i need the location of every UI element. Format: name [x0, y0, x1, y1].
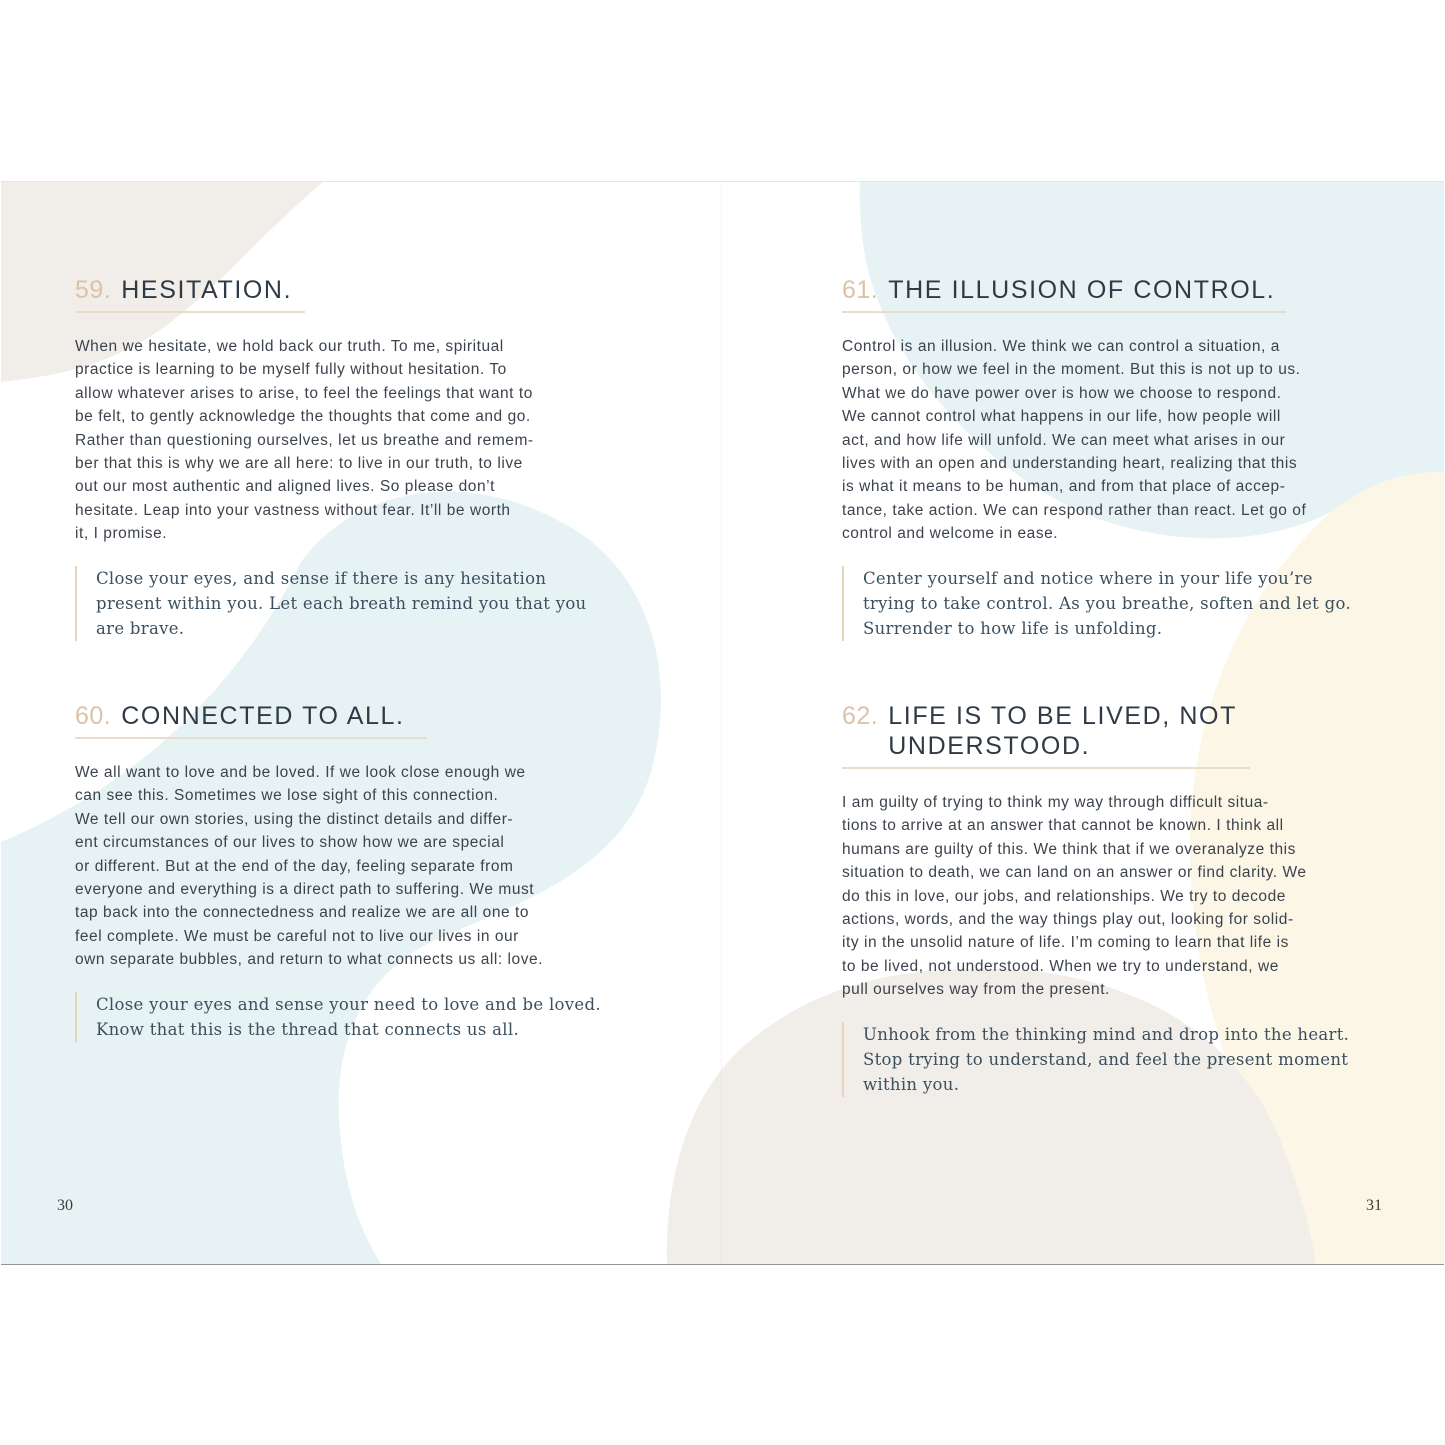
section-title: [121, 275, 292, 305]
body-line: situation to death, we can land on an answer or find clarity. We: [842, 864, 1307, 882]
body-line: person, or how we feel in the moment. But this is not up to us.: [842, 361, 1301, 379]
section-body: [75, 761, 615, 972]
page-number-right: 31: [1366, 1197, 1382, 1214]
section-heading: [75, 701, 427, 735]
quote-line: Center yourself and notice where in your life you’re: [863, 568, 1313, 588]
quote-line: present within you. Let each breath remind you that you: [96, 593, 587, 613]
body-line: pull ourselves way from the present.: [842, 981, 1110, 999]
body-line: When we hesitate, we hold back our truth. To me, spiritual: [75, 338, 504, 355]
body-line: Control is an illusion. We think we can control a situation, a: [842, 338, 1280, 355]
body-line: own separate bubbles, and return to what connects us all: love.: [75, 951, 544, 969]
body-line: ity in the unsolid nature of life. I’m coming to learn that life is: [842, 934, 1289, 952]
quote-line: Close your eyes and sense your need to love and be loved.: [96, 994, 601, 1014]
body-line: everyone and everything is a direct path to suffering. We must: [75, 881, 535, 899]
body-line: Rather than questioning ourselves, let us breathe and remem-: [75, 431, 534, 449]
body-line: I am guilty of trying to think my way through difficult situa-: [842, 794, 1269, 811]
title-line: HESITATION.: [121, 276, 293, 304]
body-line: tap back into the connectedness and realize we are all one to: [75, 904, 530, 922]
body-line: can see this. Sometimes we lose sight of this connection.: [75, 787, 499, 805]
body-line: be felt, to gently acknowledge the thoughts that come and go.: [75, 408, 531, 426]
section-body: [842, 335, 1382, 546]
body-line: practice is learning to be myself fully without hesitation. To: [75, 361, 507, 379]
heading-underline: [75, 737, 427, 739]
page-number-left: 30: [57, 1197, 73, 1214]
section-meditation-quote: [75, 566, 615, 641]
quote-line: trying to take control. As you breathe, soften and let go.: [863, 593, 1351, 613]
body-line: out our most authentic and aligned lives. So please don’t: [75, 478, 495, 496]
section-title: [888, 275, 1275, 305]
body-line: hesitate. Leap into your vastness without fear. It’ll be worth: [75, 501, 511, 519]
section-number: 60.: [75, 702, 112, 730]
heading-block: [842, 275, 1286, 313]
section-number: 62.: [842, 702, 879, 730]
body-line: lives with an open and understanding heart, realizing that this: [842, 455, 1298, 473]
section-body: [842, 791, 1402, 1002]
heading-underline: [842, 311, 1286, 313]
body-line: control and welcome in ease.: [842, 525, 1059, 543]
quote-line: Know that this is the thread that connects us all.: [96, 1019, 520, 1039]
section-number: 59.: [75, 276, 112, 304]
body-line: ber that this is why we are all here: to live in our truth, to live: [75, 455, 523, 473]
section-meditation-quote: [842, 566, 1382, 641]
body-line: to be lived, not understood. When we try to understand, we: [842, 957, 1279, 975]
body-line: do this in love, our jobs, and relationships. We try to decode: [842, 887, 1286, 905]
section-heading: [842, 701, 1250, 765]
body-line: actions, words, and the way things play out, looking for solid-: [842, 911, 1294, 929]
section-62: [842, 701, 1402, 1097]
title-line: CONNECTED TO ALL.: [121, 702, 405, 730]
section-60: [75, 701, 615, 1042]
heading-block: [75, 275, 305, 313]
quote-line: Surrender to how life is unfolding.: [863, 618, 1163, 638]
body-line: is what it means to be human, and from that place of accep-: [842, 478, 1286, 496]
heading-block: [75, 701, 427, 739]
quote-line: Unhook from the thinking mind and drop into the heart.: [863, 1024, 1350, 1044]
section-59: [75, 275, 615, 641]
section-title: [888, 701, 1237, 761]
body-line: We cannot control what happens in our life, how people will: [842, 408, 1281, 426]
body-line: feel complete. We must be careful not to live our lives in our: [75, 927, 519, 945]
quote-line: within you.: [863, 1074, 960, 1094]
section-61: [842, 275, 1382, 641]
body-line: What we do have power over is how we choose to respond.: [842, 384, 1282, 402]
body-line: it, I promise.: [75, 525, 168, 543]
body-line: tance, take action. We can respond rather than react. Let go of: [842, 501, 1307, 519]
body-line: or different. But at the end of the day, feeling separate from: [75, 857, 514, 875]
body-line: act, and how life will unfold. We can meet what arises in our: [842, 431, 1286, 449]
quote-line: Stop trying to understand, and feel the present moment: [863, 1049, 1349, 1069]
gutter: [721, 182, 722, 1264]
title-line: LIFE IS TO BE LIVED, NOT: [888, 702, 1237, 730]
section-body: [75, 335, 615, 546]
title-line: UNDERSTOOD.: [888, 732, 1091, 760]
section-number: 61.: [842, 276, 879, 304]
section-heading: [75, 275, 305, 309]
heading-underline: [842, 767, 1250, 769]
title-line: THE ILLUSION OF CONTROL.: [888, 276, 1276, 304]
section-meditation-quote: [75, 992, 615, 1042]
body-line: ent circumstances of our lives to show how we are special: [75, 834, 505, 852]
body-line: allow whatever arises to arise, to feel the feelings that want to: [75, 384, 533, 402]
section-title: [121, 701, 404, 731]
heading-underline: [75, 311, 305, 313]
body-line: We all want to love and be loved. If we look close enough we: [75, 764, 526, 781]
section-meditation-quote: [842, 1022, 1402, 1097]
body-line: humans are guilty of this. We think that if we overanalyze this: [842, 840, 1296, 858]
body-line: tions to arrive at an answer that cannot be known. I think all: [842, 817, 1284, 835]
section-heading: [842, 275, 1286, 309]
heading-block: [842, 701, 1250, 769]
body-line: We tell our own stories, using the distinct details and differ-: [75, 810, 514, 828]
quote-line: Close your eyes, and sense if there is any hesitation: [96, 568, 547, 588]
quote-line: are brave.: [96, 618, 185, 638]
